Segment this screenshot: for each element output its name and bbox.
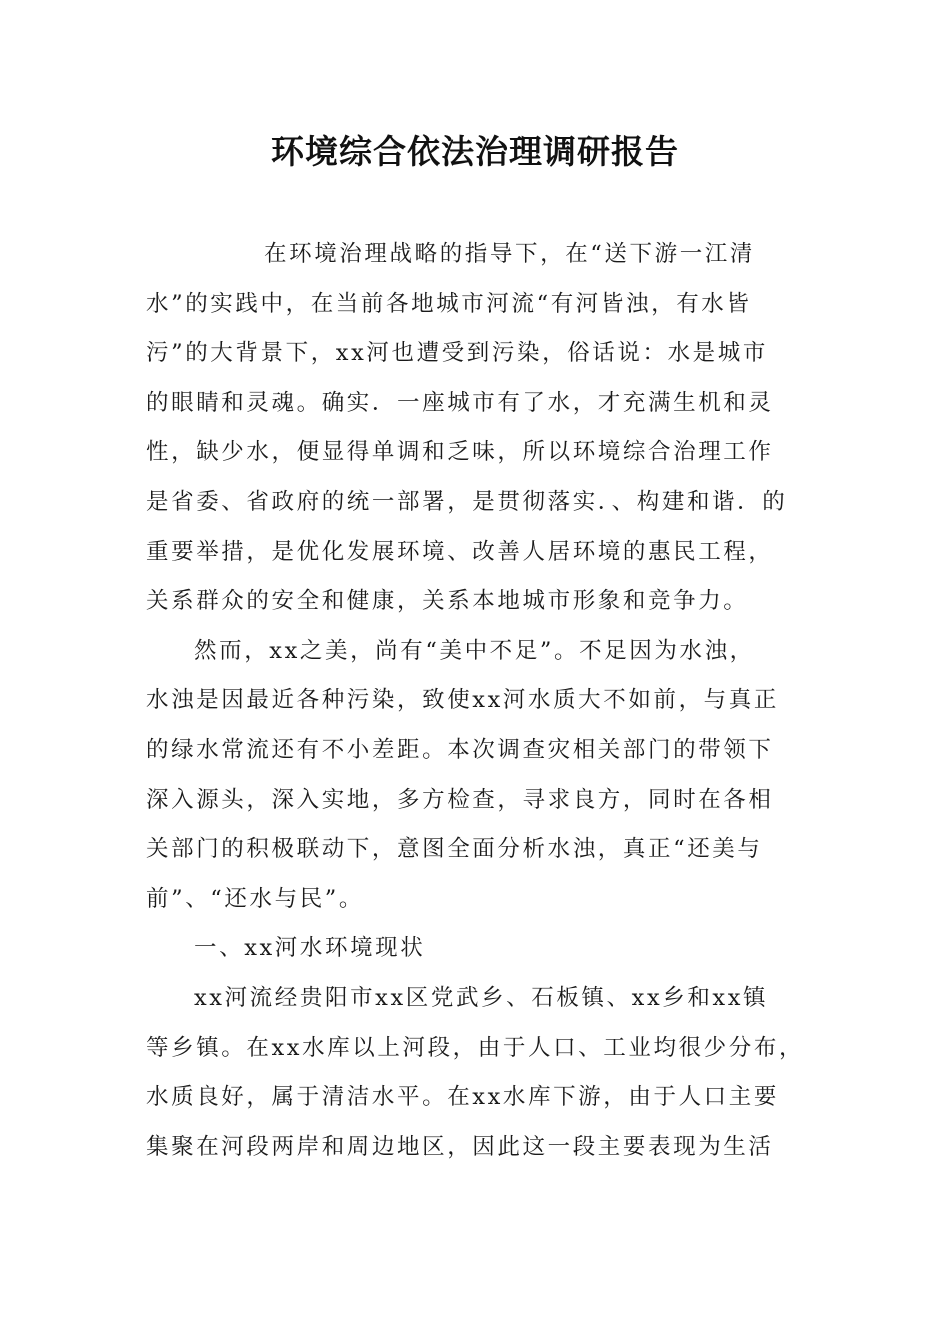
text-line: 水”的实践中，在当前各地城市河流“有河皆浊，有水皆 <box>146 290 752 317</box>
text-line: xx河流经贵阳市xx区党武乡、石板镇、xx乡和xx镇 <box>194 984 769 1011</box>
text-line: 集聚在河段两岸和周边地区，因此这一段主要表现为生活 <box>146 1133 774 1160</box>
text-line: 前”、“还水与民”。 <box>146 885 365 912</box>
text-line: 关部门的积极联动下，意图全面分析水浊，真正“还美与 <box>146 836 763 863</box>
text-line: 性，缺少水，便显得单调和乏味，所以环境综合治理工作 <box>146 439 774 466</box>
text-line: 深入源头，深入实地，多方检查，寻求良方，同时在各相 <box>146 786 774 813</box>
document-title: 环境综合依法治理调研报告 <box>271 132 679 171</box>
paragraph-intro <box>146 230 810 627</box>
text-line: 在环境治理战略的指导下，在“送下游一江清 <box>264 241 756 267</box>
text-line: 是省委、省政府的统一部署，是贯彻落实．、构建和谐．的 <box>146 488 788 515</box>
section-heading-text: 一、xx河水环境现状 <box>194 935 426 962</box>
text-line: 的绿水常流还有不小差距。本次调查灾相关部门的带领下 <box>146 736 774 763</box>
text-line: 然而，xx之美，尚有“美中不足”。不足因为水浊， <box>194 637 755 664</box>
document-body <box>146 230 810 1172</box>
text-line: 重要举措，是优化发展环境、改善人居环境的惠民工程， <box>146 538 774 565</box>
text-line: 关系群众的安全和健康，关系本地城市形象和竞争力。 <box>146 588 749 615</box>
text-line: 的眼睛和灵魂。确实．一座城市有了水，才充满生机和灵 <box>146 389 774 416</box>
text-line: 污”的大背景下，xx河也遭受到污染，俗话说：水是城市 <box>146 340 768 367</box>
text-line: 水质良好，属于清洁水平。在xx水库下游，由于人口主要 <box>146 1084 779 1111</box>
section-heading <box>146 924 810 974</box>
paragraph-problem <box>146 627 810 925</box>
text-line: 水浊是因最近各种污染，致使xx河水质大不如前，与真正 <box>146 687 779 714</box>
text-line: 等乡镇。在xx水库以上河段，由于人口、工业均很少分布， <box>146 1034 805 1061</box>
paragraph-status <box>146 974 810 1172</box>
